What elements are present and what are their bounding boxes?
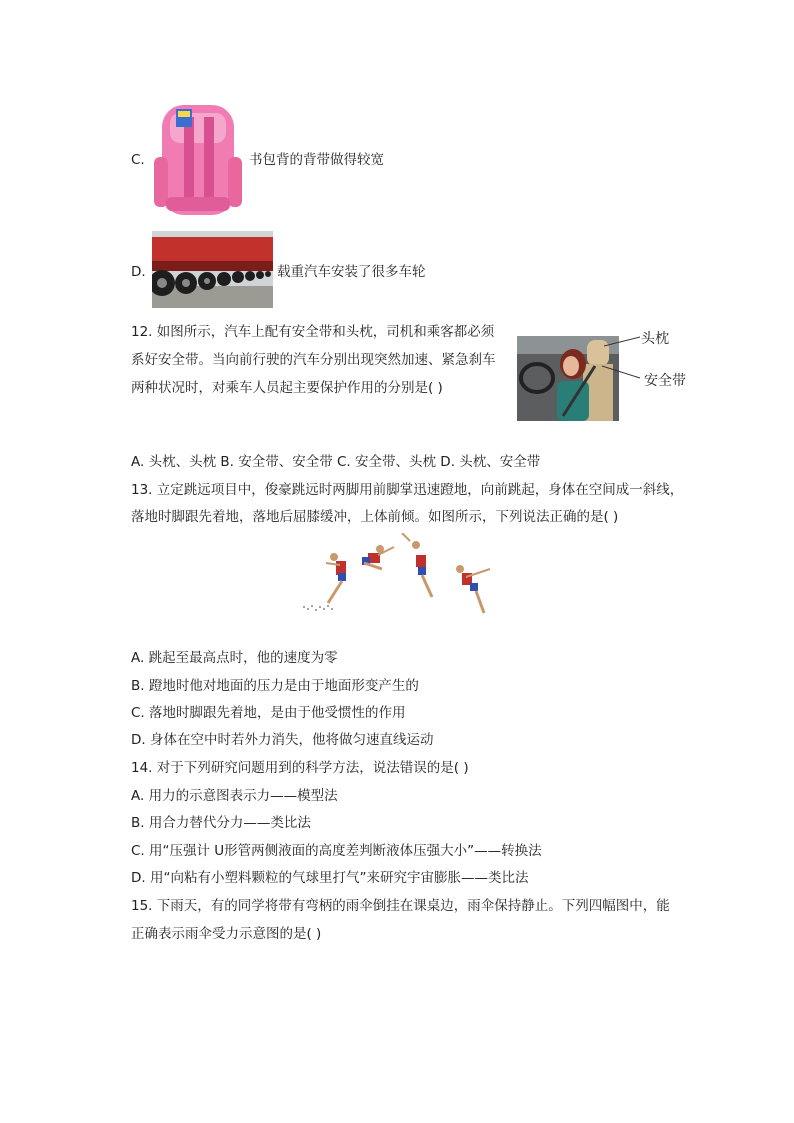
label-leader-lines <box>600 330 645 390</box>
backpack-image <box>152 97 244 219</box>
heavy-truck-image <box>152 231 273 308</box>
q13-option-a: A. 跳起至最高点时，他的速度为零 <box>131 650 338 666</box>
option-d-letter: D. <box>131 264 146 280</box>
q13-option-b: B. 蹬地时他对地面的压力是由于地面形变产生的 <box>131 678 419 694</box>
option-d-text: 载重汽车安装了很多车轮 <box>277 264 426 280</box>
q14-option-d: D. 用“向粘有小塑料颗粒的气球里打气”来研究宇宙膨胀——类比法 <box>131 870 529 886</box>
seatbelt-label: 安全带 <box>644 373 686 389</box>
q14-stem: 14. 对于下列研究问题用到的科学方法，说法错误的是( ) <box>131 760 469 776</box>
q15-line2: 正确表示雨伞受力示意图的是( ) <box>131 926 322 942</box>
q12-line2: 系好安全带。当向前行驶的汽车分别出现突然加速、紧急刹车 <box>131 352 496 368</box>
q13-option-d: D. 身体在空中时若外力消失，他将做匀速直线运动 <box>131 732 434 748</box>
standing-long-jump-figure <box>298 533 498 617</box>
q12-line1: 12. 如图所示，汽车上配有安全带和头枕，司机和乘客都必须 <box>131 324 495 340</box>
q13-line2: 落地时脚跟先着地，落地后屈膝缓冲，上体前倾。如图所示，下列说法正确的是( ) <box>131 509 619 525</box>
q14-option-b: B. 用合力替代分力——类比法 <box>131 815 311 831</box>
headrest-label: 头枕 <box>641 331 669 347</box>
q14-option-c: C. 用“压强计 U形管两侧液面的高度差判断液体压强大小”——转换法 <box>131 843 542 859</box>
q15-line1: 15. 下雨天，有的同学将带有弯柄的雨伞倒挂在课桌边，雨伞保持静止。下列四幅图中，能 <box>131 898 670 914</box>
q12-line3: 两种状况时，对乘车人员起主要保护作用的分别是( ) <box>131 380 443 396</box>
q13-option-c: C. 落地时脚跟先着地，是由于他受惯性的作用 <box>131 705 406 721</box>
q14-option-a: A. 用力的示意图表示力——模型法 <box>131 788 338 804</box>
q13-line1: 13. 立定跳远项目中，俊豪跳远时两脚用前脚掌迅速蹬地，向前跳起，身体在空间成一斜线， <box>131 482 684 498</box>
q12-options: A. 头枕、头枕 B. 安全带、安全带 C. 安全带、头枕 D. 头枕、安全带 <box>131 454 541 470</box>
option-c-text: 书包背的背带做得较宽 <box>249 152 384 168</box>
option-c-letter: C. <box>131 152 145 168</box>
